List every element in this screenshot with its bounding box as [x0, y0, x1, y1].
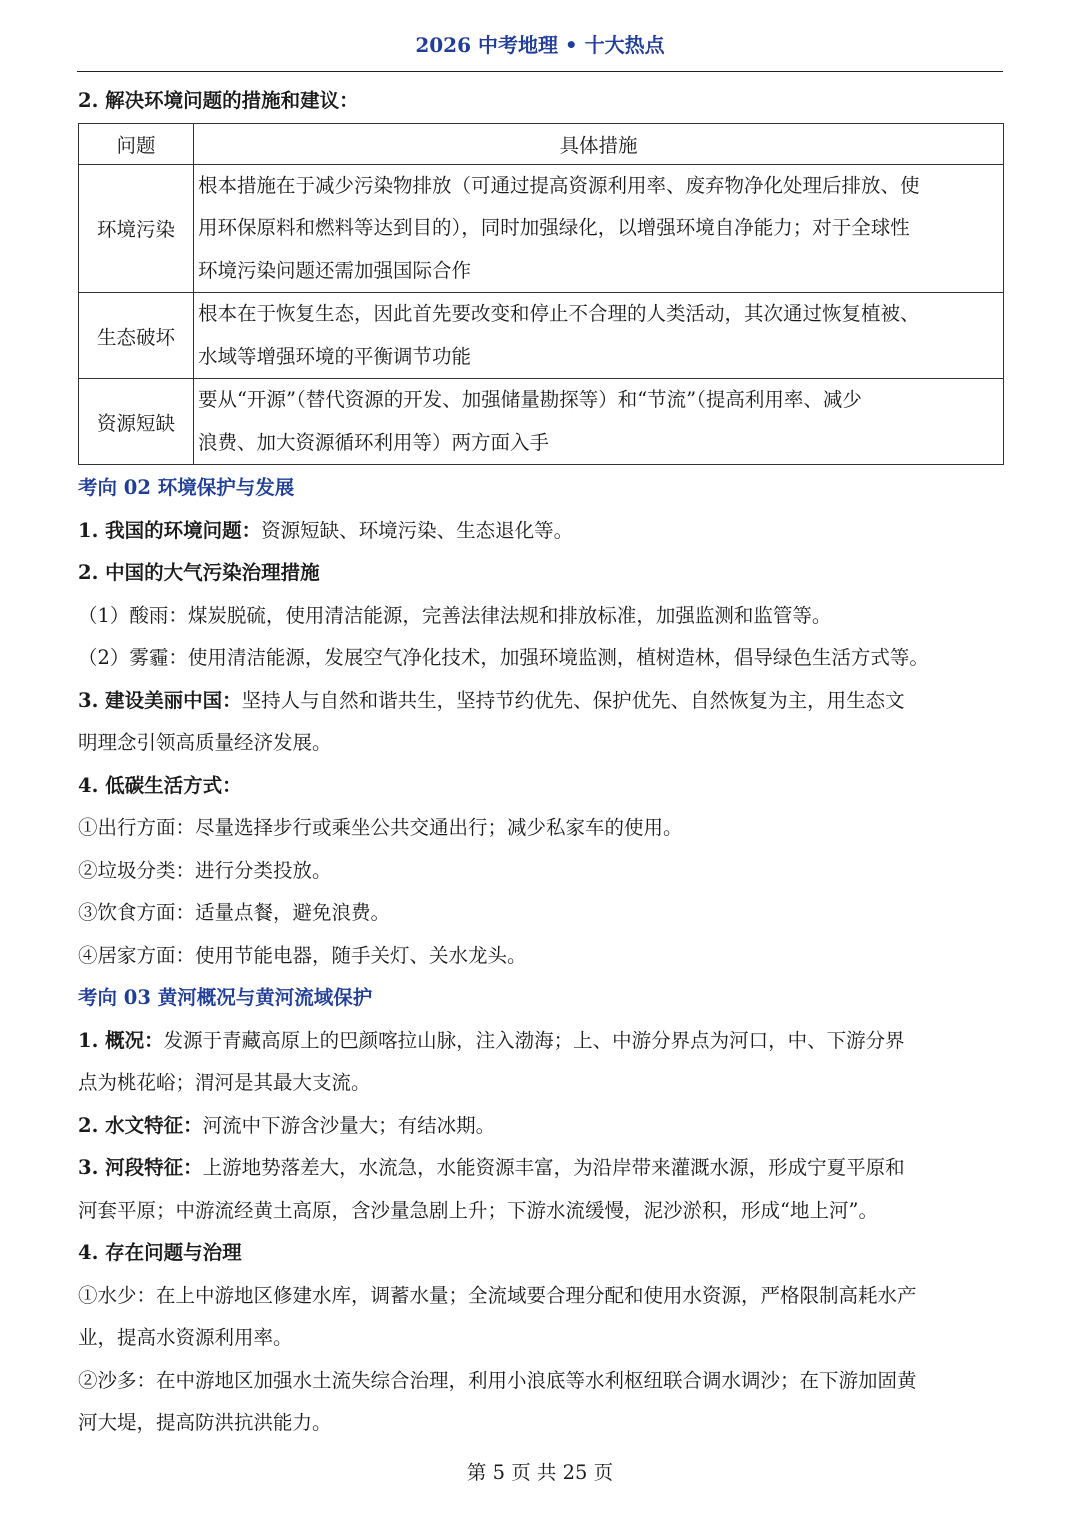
measure-line: 环境污染问题还需加强国际合作 [198, 258, 472, 282]
list-item: ①水少：在上中游地区修建水库，调蓄水量；全流域要合理分配和使用水资源，严格限制高耗水产 [78, 1283, 917, 1307]
item-text: 坚持人与自然和谐共生，坚持节约优先、保护优先、自然恢复为主，用生态文 [241, 688, 905, 712]
paragraph-continuation: 河套平原；中游流经黄土高原，含沙量急剧上升；下游水流缓慢，泥沙淤积，形成“地上河”。 [78, 1198, 878, 1222]
item-text: 河流中下游含沙量大；有结冰期。 [202, 1113, 496, 1137]
paragraph [78, 552, 1004, 595]
list-item: ①出行方面：尽量选择步行或乘坐公共交通出行；减少私家车的使用。 [78, 816, 683, 839]
issue-cell: 资源短缺 [79, 379, 194, 465]
column-header-issue: 问题 [79, 123, 194, 164]
table-row [79, 164, 1004, 293]
column-header-measure: 具体措施 [194, 123, 1004, 164]
measures-heading [78, 80, 1004, 123]
paragraph [78, 1105, 1004, 1148]
measure-cell [194, 164, 1004, 293]
paragraph [78, 1147, 1004, 1190]
item-label: 存在问题与治理 [105, 1241, 242, 1264]
paragraph [78, 510, 1004, 553]
list-item-continuation: 河大堤，提高防洪抗洪能力。 [78, 1411, 332, 1434]
header-divider [77, 71, 1003, 72]
list-item-continuation: 业，提高水资源利用率。 [78, 1326, 293, 1349]
item-label: 我国的环境问题： [105, 518, 262, 542]
page-header-title: 2026 中考地理 • 十大热点 [415, 33, 665, 57]
page-number-footer: 第 5 页 共 25 页 [466, 1461, 614, 1484]
item-text: 资源短缺、环境污染、生态退化等。 [261, 518, 574, 542]
page-content [78, 80, 1004, 1445]
section-title-02: 考向 02 环境保护与发展 [78, 476, 295, 499]
measure-cell [194, 293, 1004, 379]
paragraph-continuation: 明理念引领高质量经济发展。 [78, 731, 332, 754]
item-number: 3. [78, 688, 106, 712]
measure-line: 用环保原料和燃料等达到目的），同时加强绿化，以增强环境自净能力；对于全球性 [198, 216, 910, 239]
item-number: 1. [78, 518, 106, 542]
table-row [79, 293, 1004, 379]
measure-line: 浪费、加大资源循环利用等）两方面入手 [198, 430, 550, 454]
paragraph [78, 680, 1004, 723]
item-label: 低碳生活方式： [105, 773, 242, 797]
list-item: ②垃圾分类：进行分类投放。 [78, 858, 332, 882]
table-header-row [79, 123, 1004, 164]
measure-line: 根本在于恢复生态，因此首先要改变和停止不合理的人类活动，其次通过恢复植被、 [198, 302, 920, 325]
paragraph [78, 765, 1004, 808]
item-text: 发源于青藏高原上的巴颜喀拉山脉，注入渤海；上、中游分界点为河口，中、下游分界 [163, 1028, 905, 1052]
item-number: 4. [78, 773, 106, 797]
item-label: 概况： [105, 1028, 164, 1052]
sub-item: （1）酸雨：煤炭脱硫，使用清洁能源，完善法律法规和排放标准，加强监测和监管等。 [78, 603, 832, 627]
item-text: 上游地势落差大，水流急，水能资源丰富，为沿岸带来灌溉水源，形成宁夏平原和 [202, 1156, 905, 1179]
measure-line: 要从“开源”（替代资源的开发、加强储量勘探等）和“节流”（提高利用率、减少 [198, 388, 862, 411]
issue-cell: 生态破坏 [79, 293, 194, 379]
item-number: 4. [78, 1241, 106, 1264]
item-number: 2. [78, 1113, 106, 1137]
list-item: ④居家方面：使用节能电器，随手关灯、关水龙头。 [78, 943, 527, 967]
measure-line: 水域等增强环境的平衡调节功能 [198, 344, 472, 368]
item-label: 水文特征： [105, 1113, 203, 1137]
heading-text: 解决环境问题的措施和建议： [105, 89, 359, 112]
item-number: 2. [78, 561, 106, 584]
table-row [79, 379, 1004, 465]
measures-table [78, 123, 1004, 466]
item-number: 1. [78, 1028, 106, 1052]
paragraph [78, 1232, 1004, 1275]
measure-line: 根本措施在于减少污染物排放（可通过提高资源利用率、废弃物净化处理后排放、使 [198, 173, 920, 197]
list-item: ②沙多：在中游地区加强水土流失综合治理，利用小浪底等水利枢纽联合调水调沙；在下游加固黄 [78, 1368, 917, 1392]
item-label: 河段特征： [105, 1156, 203, 1179]
list-item: ③饮食方面：适量点餐，避免浪费。 [78, 901, 391, 924]
item-label: 中国的大气污染治理措施 [105, 561, 320, 584]
measure-cell [194, 379, 1004, 465]
item-label: 建设美丽中国： [105, 688, 242, 712]
paragraph-continuation: 点为桃花峪；渭河是其最大支流。 [78, 1071, 371, 1094]
sub-item: （2）雾霾：使用清洁能源，发展空气净化技术，加强环境监测，植树造林，倡导绿色生活方式等。 [78, 646, 929, 669]
paragraph [78, 1020, 1004, 1063]
heading-number: 2. [78, 89, 106, 112]
item-number: 3. [78, 1156, 106, 1179]
section-title-03: 考向 03 黄河概况与黄河流域保护 [78, 986, 373, 1009]
issue-cell: 环境污染 [79, 164, 194, 293]
